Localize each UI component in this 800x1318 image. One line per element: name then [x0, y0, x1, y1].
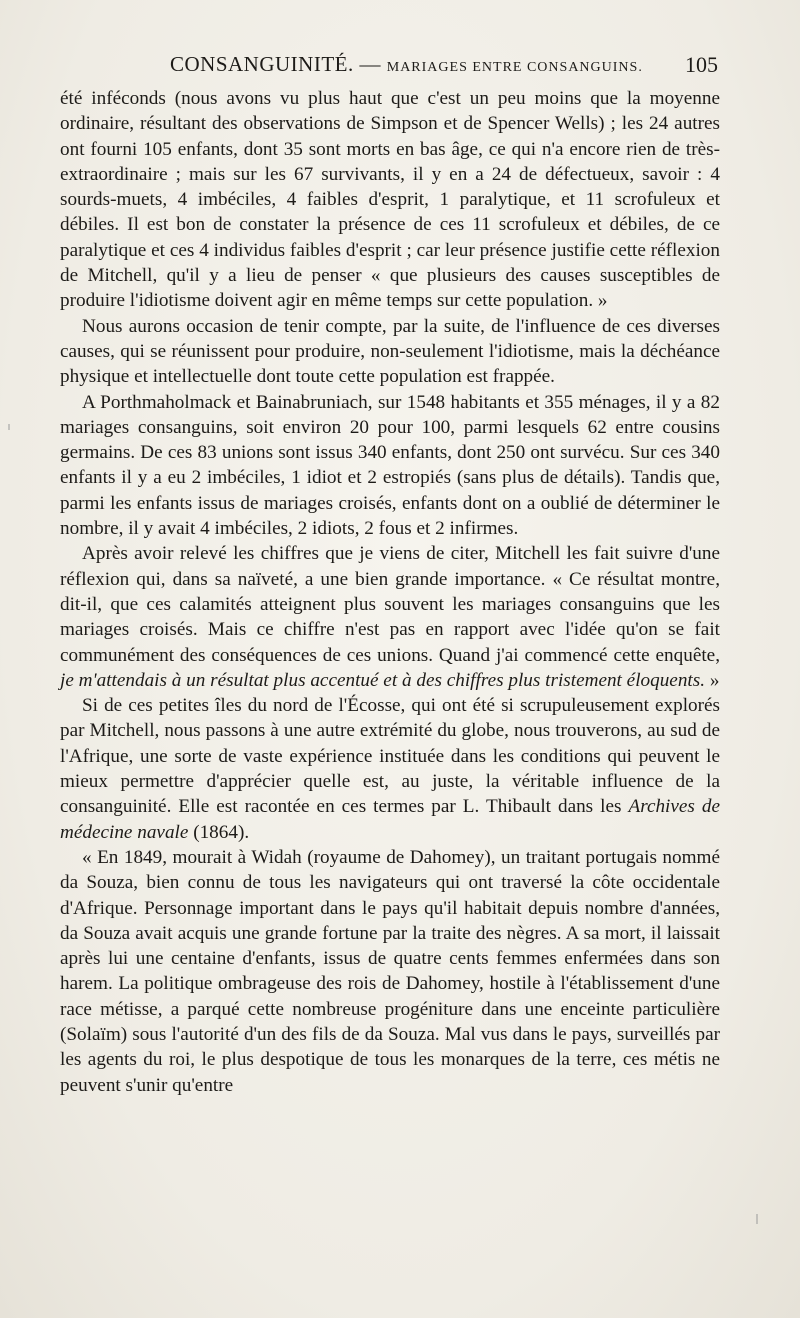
paragraph-5-italic: Archives de médecine navale [60, 796, 720, 843]
paragraph-5-text: Si de ces petites îles du nord de l'Écosse, qui ont été si scrupuleusement explorés par Mitchell, nous passons à une autre extrémité du globe, nous trouverons, au sud de l'Afrique, une sorte de vaste expérience instituée dans les conditions qui peuvent le mieux permettre d'apprécier quelle est, au juste, la véritable influence de la consanguinité. Elle est racontée en ces termes par L. Thibault dans les [60, 695, 720, 818]
paragraph-6: « En 1849, mourait à Widah (royaume de Dahomey), un traitant portugais nommé da Souza, bien connu de tous les navigateurs qui ont traversé la côte occidentale d'Afrique. Personnage important dans le pays qu'il habitait depuis nombre d'années, da Souza avait acquis une grande fortune par la traite des nègres. A sa mort, il laissait après lui une centaine d'enfants, issus de quatre cents femmes enfermées dans son harem. La politique ombrageuse des rois de Dahomey, hostile à l'établissement d'une race métisse, a parqué cette nombreuse progéniture dans une enceinte particulière (Solaïm) sous l'autorité d'un des fils de da Souza. Mal vus dans le pays, surveillés par les agents du roi, le plus despotique de tous les monarques de la terre, ces métis ne peuvent s'unir qu'entre [60, 846, 720, 1096]
running-header [60, 52, 720, 82]
paragraph-3: A Porthmaholmack et Bainabruniach, sur 1548 habitants et 355 ménages, il y a 82 mariages consanguins, soit environ 20 pour 100, parmi lesquels 62 entre cousins germains. De ces 83 unions sont issus 340 enfants, dont 250 ont survécu. Sur ces 340 enfants il y a eu 2 imbéciles, 1 idiot et 2 estropiés (sans plus de détails). Tandis que, parmi les enfants issus de mariages croisés, enfants dont on a oublié de déterminer le nombre, il y avait 4 imbéciles, 2 idiots, 2 fous et 2 infirmes. [60, 391, 720, 540]
page-speck [8, 424, 10, 430]
header-title-sub: MARIAGES ENTRE CONSANGUINS. [386, 60, 643, 75]
page-number: 105 [685, 52, 718, 77]
paragraph-1: été inféconds (nous avons vu plus haut que c'est un peu moins que la moyenne ordinaire, résultant des observations de Simpson et de Spencer Wells) ; les 24 autres ont fourni 105 enfants, dont 35 sont morts en bas âge, ce qui n'a encore rien de très-extraordinaire ; mais sur les 67 survivants, il y en a 24 de défectueux, savoir : 4 sourds-muets, 4 imbéciles, 4 faibles d'esprit, 1 paralytique, et 11 scrofuleux et débiles. Il est bon de constater la présence de ces 11 scrofuleux et débiles, de ce paralytique et ces 4 individus faibles d'esprit ; car leur présence justifie cette réflexion de Mitchell, qu'il y a lieu de penser « que plusieurs des causes susceptibles de produire l'idiotisme doivent agir en même temps sur cette population. » [60, 88, 720, 312]
page-speck [756, 1214, 758, 1224]
page-body [60, 86, 720, 1098]
paragraph-4-text: Après avoir relevé les chiffres que je viens de citer, Mitchell les fait suivre d'une réflexion qui, dans sa naïveté, a une bien grande importance. « Ce résultat montre, dit-il, que ces calamités atteignent plus souvent les mariages consanguins que les mariages croisés. Mais ce chiffre n'est pas en rapport avec l'idée qu'on se fait communément des conséquences de ces unions. Quand j'ai commencé cette enquête, [60, 543, 720, 666]
paragraph-4 [60, 541, 720, 693]
header-dash: — [353, 52, 387, 76]
paragraph-5 [60, 693, 720, 845]
paragraph-4-italic: je m'attendais à un résultat plus accentué et à des chiffres plus tristement éloquents. [60, 669, 706, 691]
paragraph-4-end: » [705, 669, 720, 691]
header-title [170, 52, 643, 77]
paragraph-2: Nous aurons occasion de tenir compte, par la suite, de l'influence de ces diverses causes, qui se réunissent pour produire, non-seulement l'idiotisme, mais la déchéance physique et intellectuelle dont toute cette population est frappée. [60, 315, 720, 388]
header-title-main: CONSANGUINITÉ. [170, 52, 354, 76]
paragraph-5-end: (1864). [188, 821, 250, 843]
